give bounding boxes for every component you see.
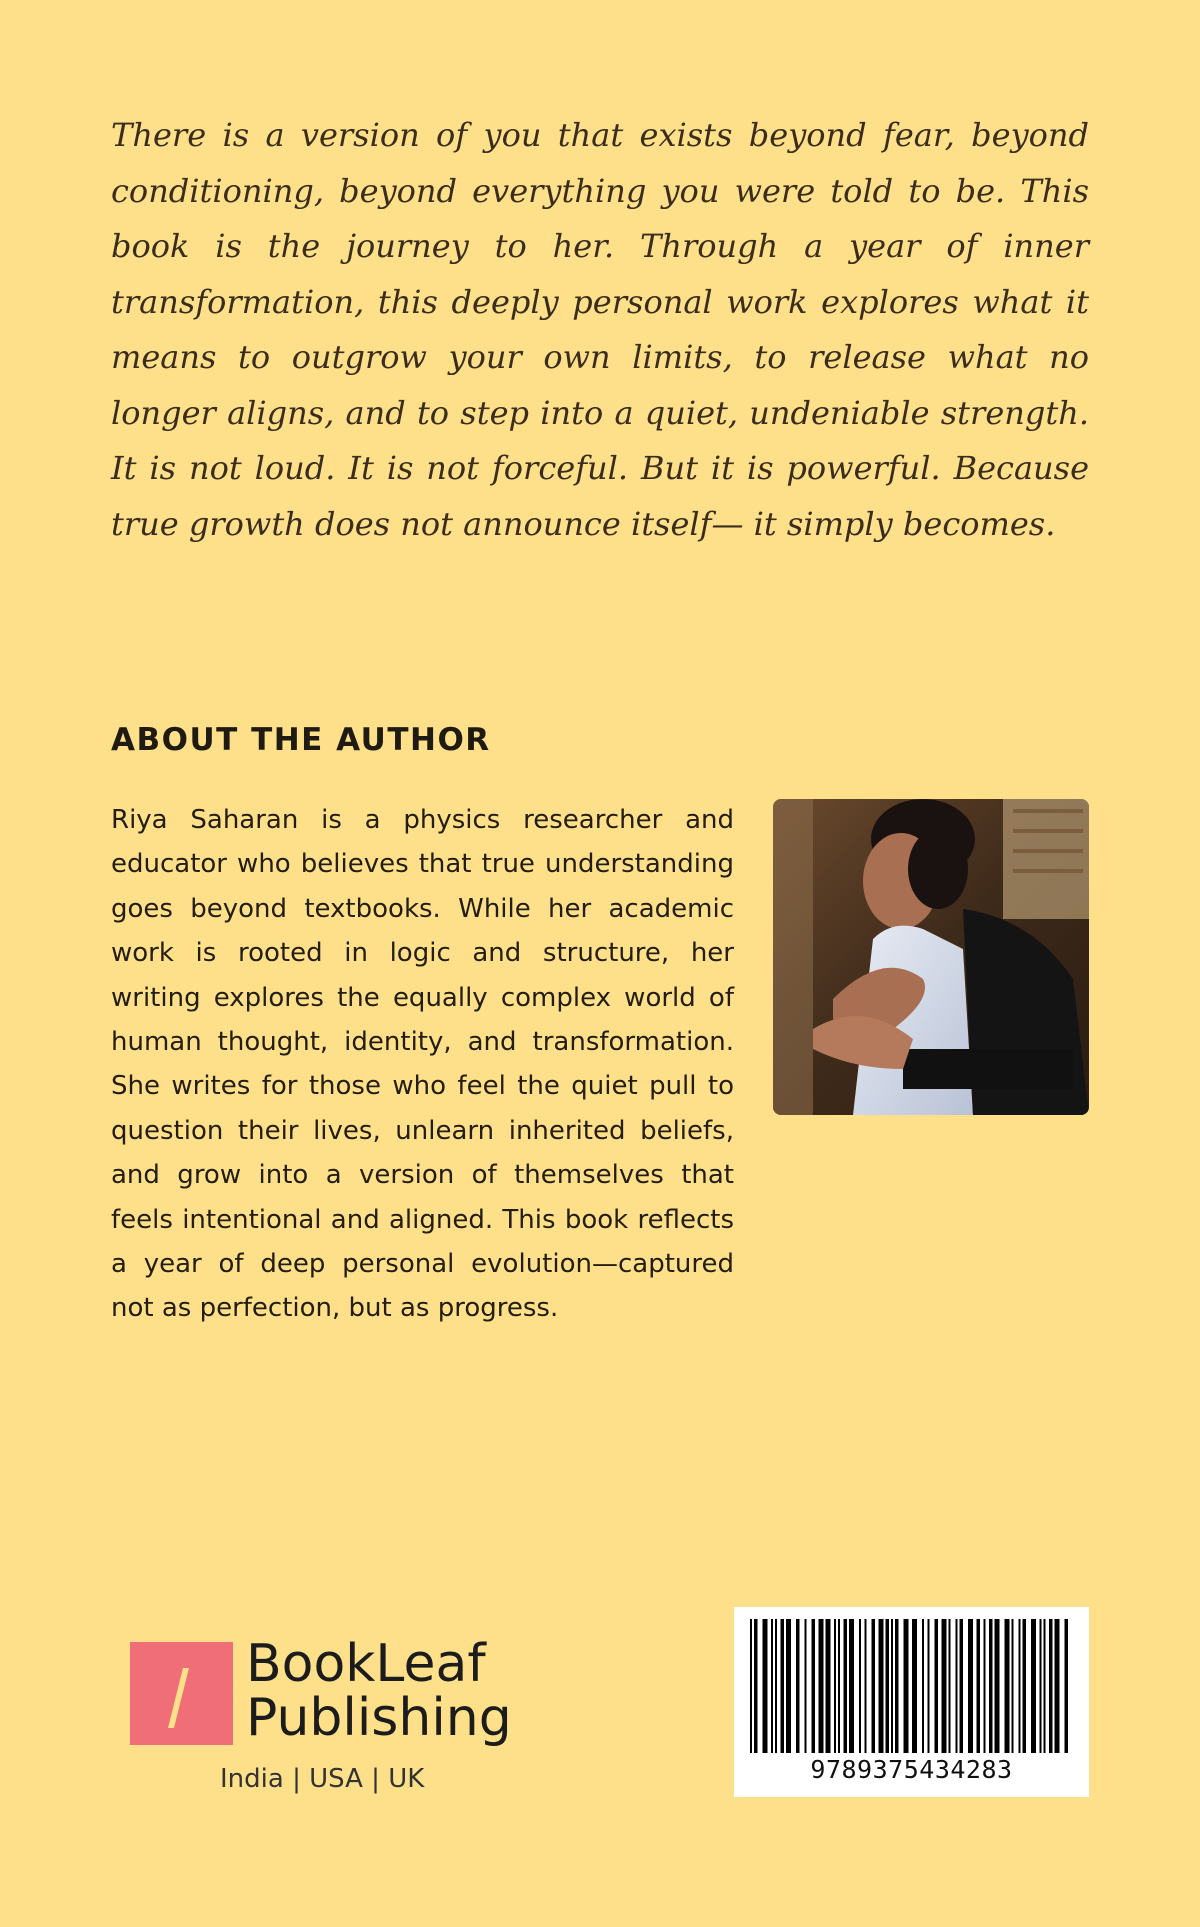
publisher-name-line2: Publishing — [246, 1688, 512, 1748]
barcode-bar — [1019, 1619, 1021, 1753]
barcode-bar — [895, 1619, 899, 1753]
barcode-bar — [805, 1619, 807, 1753]
barcode-bar — [754, 1619, 758, 1753]
barcode-bar — [1012, 1619, 1014, 1753]
isbn-number: 9789375434283 — [810, 1755, 1013, 1784]
barcode-bar — [1055, 1619, 1060, 1753]
barcode-bar — [928, 1619, 930, 1753]
barcode-bar — [1005, 1619, 1010, 1753]
barcode-bar — [935, 1619, 939, 1753]
barcode-bar — [1049, 1619, 1053, 1753]
barcode-bar — [912, 1619, 917, 1753]
barcode-bar — [942, 1619, 947, 1753]
barcode-bar — [1065, 1619, 1069, 1753]
barcode-bar — [763, 1619, 768, 1753]
publisher-name-line1: BookLeaf — [246, 1634, 486, 1694]
barcode-bar — [886, 1619, 890, 1753]
barcode-bar — [984, 1619, 986, 1753]
barcode-bar — [844, 1619, 848, 1753]
barcode-bars — [748, 1619, 1075, 1753]
barcode-bar — [1044, 1619, 1046, 1753]
barcode-bar — [879, 1619, 884, 1753]
slash-icon — [168, 1668, 189, 1728]
barcode-bar — [904, 1619, 909, 1753]
barcode-bar — [1023, 1619, 1027, 1753]
barcode-bar — [812, 1619, 816, 1753]
author-photo — [773, 799, 1089, 1115]
barcode-bar — [949, 1619, 951, 1753]
barcode-bar — [819, 1619, 824, 1753]
barcode-bar — [834, 1619, 836, 1753]
author-bio: Riya Saharan is a physics researcher and educator who believes that true understanding goes beyond textbooks. While her academic work is rooted in logic and structure, her writing explores the equally complex world of human thought, identity, and transformation. She writes for those who feel the quiet pull to question their lives, unlearn inherited beliefs, and grow into a version of themselves that feels intentional and aligned. This book reflects a year of deep personal evolution—captured not as perfection, but as progress. — [111, 805, 734, 1324]
barcode-bar — [995, 1619, 1000, 1753]
barcode-bar — [859, 1619, 861, 1753]
barcode-bar — [849, 1619, 854, 1753]
publisher-logo-mark — [130, 1642, 233, 1745]
barcode-bar — [977, 1619, 981, 1753]
about-author-heading: ABOUT THE AUTHOR — [111, 722, 491, 758]
barcode-bar — [775, 1619, 777, 1753]
barcode-bar — [750, 1619, 752, 1753]
barcode-bar — [771, 1619, 773, 1753]
barcode-bar — [960, 1619, 964, 1753]
barcode-bar — [891, 1619, 893, 1753]
barcode-bar — [1031, 1619, 1036, 1753]
isbn-barcode — [734, 1607, 1089, 1797]
barcode-bar — [786, 1619, 791, 1753]
barcode-bar — [956, 1619, 958, 1753]
barcode-bar — [796, 1619, 800, 1753]
publisher-countries: India | USA | UK — [220, 1764, 425, 1794]
barcode-bar — [968, 1619, 973, 1753]
barcode-bar — [922, 1619, 924, 1753]
barcode-bar — [826, 1619, 831, 1753]
barcode-bar — [865, 1619, 867, 1753]
barcode-bar — [989, 1619, 993, 1753]
barcode-bar — [781, 1619, 785, 1753]
back-cover-blurb: There is a version of you that exists beyond fear, beyond conditioning, beyond everything you were told to be. This book is the journey to her. Through a year of inner transformation, this deeply personal work explores what it means to outgrow your own limits, to release what no longer aligns, and to step into a quiet, undeniable strength. It is not loud. It is not forceful. But it is powerful. Because true growth does not announce itself— it simply becomes. — [111, 116, 1089, 543]
publisher-logo — [130, 1634, 512, 1798]
barcode-bar — [872, 1619, 876, 1753]
barcode-bar — [1040, 1619, 1042, 1753]
barcode-bar — [838, 1619, 840, 1753]
